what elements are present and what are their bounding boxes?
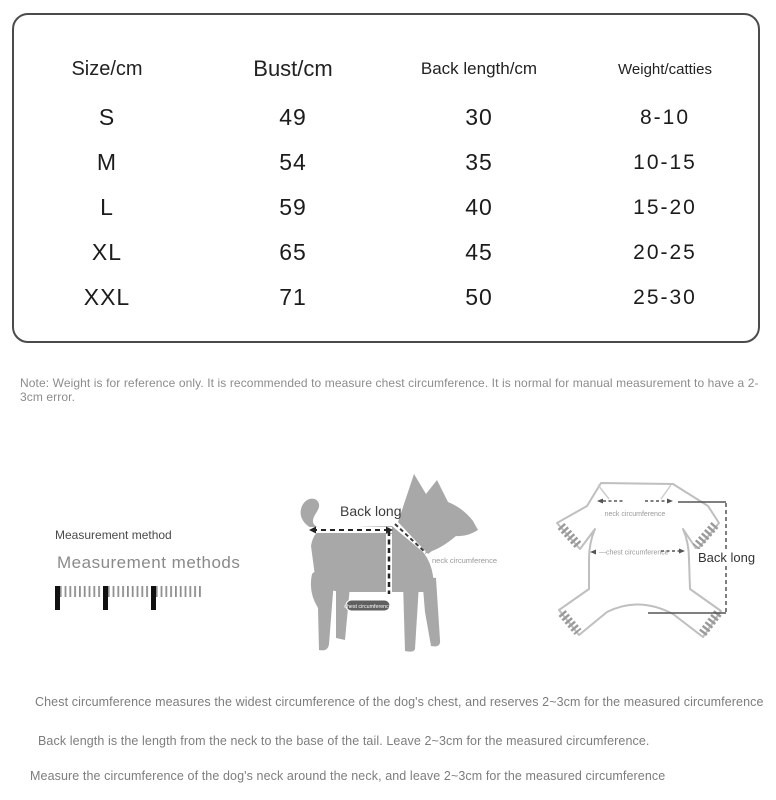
cell-back: 30 <box>465 104 493 130</box>
reference-note: Note: Weight is for reference only. It is recommended to measure chest circumference. It is normal for manual measurement to have a 2-3cm error. <box>20 376 759 404</box>
column-header-bust: Bust/cm <box>253 56 333 81</box>
cell-weight: 20-25 <box>633 240 697 264</box>
measurement-method-label: Measurement method <box>55 528 172 542</box>
cell-bust: 59 <box>279 194 307 220</box>
cell-bust: 71 <box>279 284 307 310</box>
instruction-back-length: Back length is the length from the neck to the base of the tail. Leave 2~3cm for the measured circumference. <box>38 734 650 748</box>
dog-neck-label: neck circumference <box>432 556 498 565</box>
table-row <box>14 230 758 275</box>
size-table-header <box>14 43 758 95</box>
column-header-back-length: Back length/cm <box>420 59 538 78</box>
garment-back-long-label: Back long <box>698 550 756 565</box>
cell-weight: 15-20 <box>633 195 697 219</box>
cell-weight: 10-15 <box>633 150 697 174</box>
column-header-weight: Weight/catties <box>618 60 712 78</box>
column-header-size: Size/cm <box>71 57 143 80</box>
cell-size: M <box>96 149 118 175</box>
cell-size: XXL <box>83 284 131 310</box>
table-row <box>14 185 758 230</box>
table-row <box>14 140 758 185</box>
cell-bust: 54 <box>279 149 307 175</box>
cell-bust: 65 <box>279 239 307 265</box>
instruction-neck: Measure the circumference of the dog's neck around the neck, and leave 2~3cm for the measured circumference <box>30 769 666 783</box>
table-row <box>14 275 758 320</box>
dog-back-long-label: Back long <box>340 503 402 519</box>
cell-weight: 25-30 <box>633 285 697 309</box>
table-row <box>14 95 758 140</box>
cell-back: 50 <box>465 284 493 310</box>
dog-chest-label: chest circumference <box>344 603 392 610</box>
dog-measurement-diagram <box>282 444 525 656</box>
garment-measurement-diagram <box>545 463 773 659</box>
cell-back: 45 <box>465 239 493 265</box>
cell-size: L <box>100 194 114 220</box>
cell-size: XL <box>91 239 123 265</box>
measurement-methods-title: Measurement methods <box>57 553 241 572</box>
garment-neck-label: neck circumference <box>604 511 666 518</box>
size-table <box>12 13 760 343</box>
cell-bust: 49 <box>279 104 307 130</box>
ruler-icon <box>55 586 203 612</box>
cell-back: 35 <box>465 149 493 175</box>
cell-weight: 8-10 <box>639 105 691 129</box>
cell-size: S <box>98 104 116 130</box>
instruction-chest: Chest circumference measures the widest circumference of the dog's chest, and reserves 2~3cm for the measured circumference <box>35 695 764 709</box>
garment-chest-label: —chest circumference <box>599 549 669 557</box>
cell-back: 40 <box>465 194 493 220</box>
